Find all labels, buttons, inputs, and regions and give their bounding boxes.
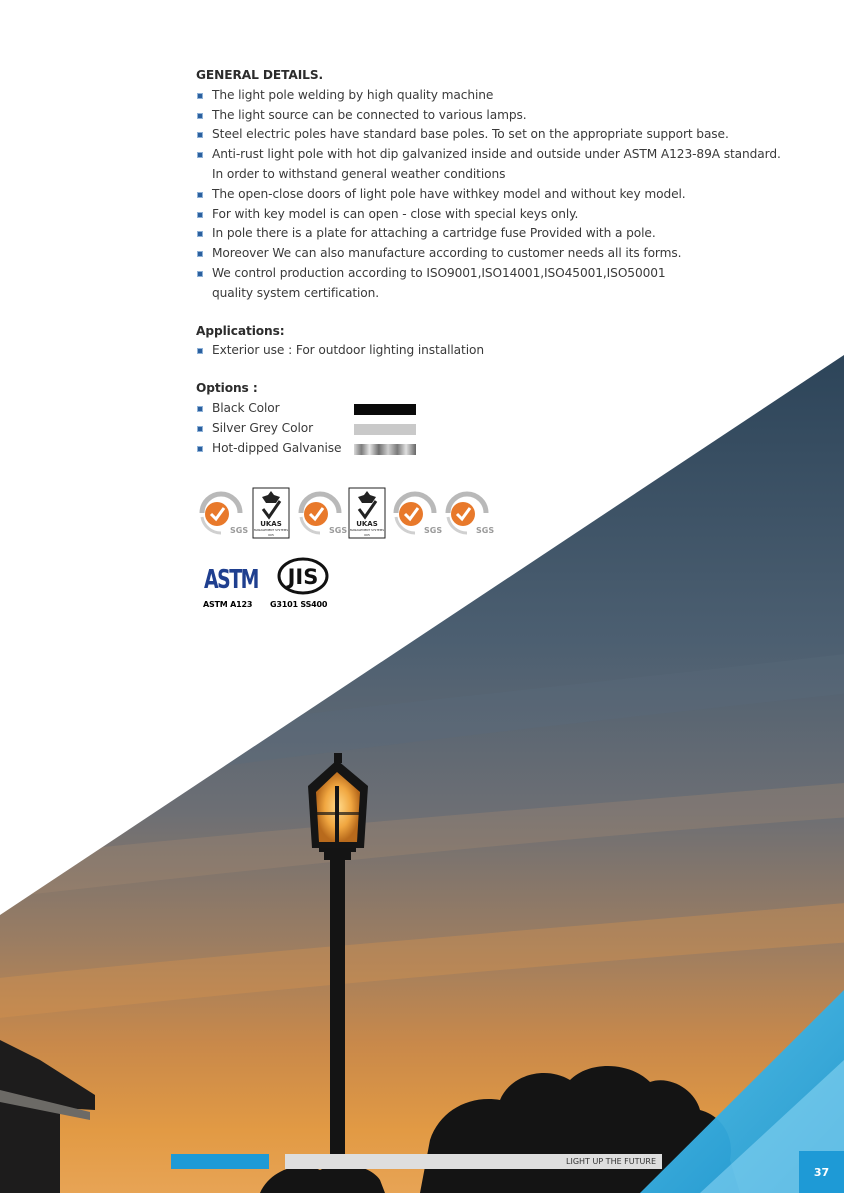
svg-text:UKAS: UKAS [260, 520, 282, 528]
svg-text:JIS: JIS [287, 565, 319, 589]
jis-caption: G3101 SS400 [270, 600, 328, 609]
svg-text:SGS: SGS [329, 526, 348, 535]
option-galvanise: Hot-dipped Galvanise [196, 439, 816, 459]
list-item: Exterior use : For outdoor lighting installation [196, 341, 816, 361]
square-bullet-icon [197, 231, 203, 237]
list-item: The open-close doors of light pole have withkey model and without key model. [196, 185, 816, 205]
astm-logo [202, 558, 260, 598]
list-item: Anti-rust light pole with hot dip galvanized inside and outside under ASTM A123-89A standard. In order to withstand general weather conditions [196, 145, 816, 185]
options-heading: Options : [196, 381, 258, 396]
svg-text:SGS: SGS [476, 526, 495, 535]
svg-text:UKAS: UKAS [356, 520, 378, 528]
option-black: Black Color [196, 399, 816, 419]
sgs-certification-logo [442, 487, 495, 537]
square-bullet-icon [197, 348, 203, 354]
sgs-certification-logo [196, 487, 249, 537]
general-details-heading: GENERAL DETAILS. [196, 68, 324, 82]
svg-text:MANAGEMENT SYSTEMS: MANAGEMENT SYSTEMS [253, 528, 289, 532]
list-item: In pole there is a plate for attaching a cartridge fuse Provided with a pole. [196, 224, 816, 244]
svg-text:005: 005 [364, 533, 370, 537]
square-bullet-icon [197, 212, 203, 218]
ukas-certification-logo [348, 487, 386, 539]
list-item: For with key model is can open - close with special keys only. [196, 205, 816, 225]
list-item: The light source can be connected to various lamps. [196, 106, 816, 126]
svg-text:MANAGEMENT SYSTEMS: MANAGEMENT SYSTEMS [349, 528, 385, 532]
square-bullet-icon [197, 192, 203, 198]
square-bullet-icon [197, 426, 203, 432]
black-color-swatch [354, 404, 416, 415]
page-number: 37 [799, 1151, 844, 1193]
svg-text:005: 005 [268, 533, 274, 537]
square-bullet-icon [197, 271, 203, 277]
options-section [196, 379, 816, 458]
footer-slogan-bar [285, 1154, 662, 1169]
option-silver-grey: Silver Grey Color [196, 419, 816, 439]
sgs-certification-logo [390, 487, 443, 537]
silver-grey-swatch [354, 424, 416, 435]
applications-heading: Applications: [196, 323, 285, 338]
jis-logo [276, 556, 330, 596]
spec-text-block [196, 66, 816, 458]
svg-text:SGS: SGS [230, 526, 249, 535]
square-bullet-icon [197, 446, 203, 452]
general-details-list [196, 86, 816, 304]
list-item: The light pole welding by high quality machine [196, 86, 816, 106]
square-bullet-icon [197, 406, 203, 412]
ukas-certification-logo [252, 487, 290, 539]
svg-text:SGS: SGS [424, 526, 443, 535]
applications-section [196, 322, 816, 362]
square-bullet-icon [197, 93, 203, 99]
footer-slogan: LIGHT UP THE FUTURE [566, 1157, 656, 1166]
list-item: Steel electric poles have standard base poles. To set on the appropriate support base. [196, 125, 816, 145]
footer-accent-bar [171, 1154, 269, 1169]
list-item: Moreover We can also manufacture according to customer needs all its forms. [196, 244, 816, 264]
astm-caption: ASTM A123 [203, 600, 253, 609]
square-bullet-icon [197, 152, 203, 158]
list-item: We control production according to ISO9001,ISO14001,ISO45001,ISO50001 quality system certification. [196, 264, 816, 304]
square-bullet-icon [197, 251, 203, 257]
standards-logos [200, 556, 350, 616]
square-bullet-icon [197, 113, 203, 119]
galvanise-swatch [354, 444, 416, 455]
svg-text:ASTM: ASTM [204, 565, 259, 595]
square-bullet-icon [197, 132, 203, 138]
sgs-certification-logo [295, 487, 348, 537]
